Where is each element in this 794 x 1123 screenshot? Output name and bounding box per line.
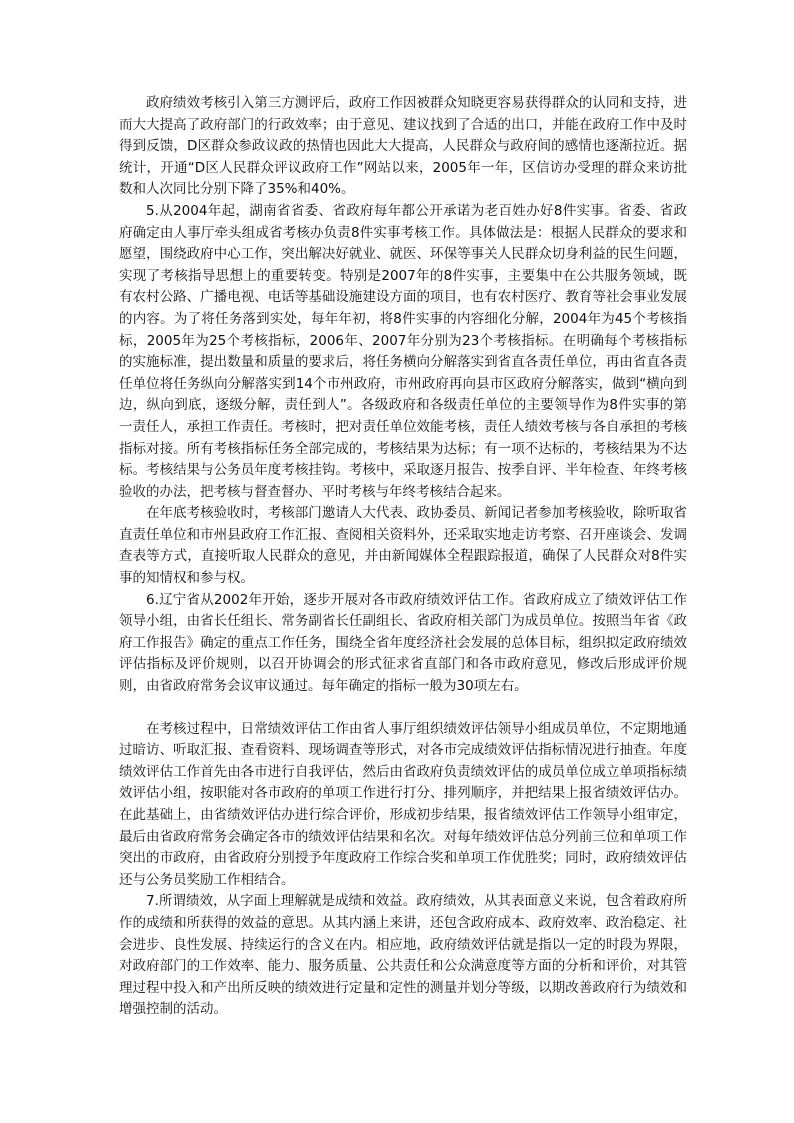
paragraph-assessment-process: 在考核过程中，日常绩效评估工作由省人事厅组织绩效评估领导小组成员单位，不定期地通过暗访、听取汇报、查看资料、现场调查等形式，对各市完成绩效评估指标情况进行抽查。年度绩效评估工作首先由各市进行自我评估，然后由省政府负责绩效评估的成员单位成立单项指标绩效评估小组，按职能对各市政府的单项工作进行打分、排列顺序，并把结果上报省绩效评估办。在此基础上，由省绩效评估办进行综合评价，形成初步结果，报省绩效评估工作领导小组审定，最后由省政府常务会确定各市的绩效评估结果和名次。对每年绩效评估总分列前三位和单项工作突出的市政府，由省政府分别授予年度政府工作综合奖和单项工作优胜奖；同时，政府绩效评估还与公务员奖励工作相结合。 bbox=[119, 720, 687, 888]
paragraph-performance-definition: 7.所谓绩效，从字面上理解就是成绩和效益。政府绩效，从其表面意义来说，包含着政府所作的成绩和所获得的效益的意思。从其内涵上来讲，还包含政府成本、政府效率、政治稳定、社会进步、良性发展、持续运行的含义在内。相应地，政府绩效评估就是指以一定的时段为界限，对政府部门的工作效率、能力、服务质量、公共责任和公众满意度等方面的分析和评价，对其管理过程中投入和产出所反映的绩效进行定量和定性的测量并划分等级，以期改善政府行为绩效和增强控制的活动。 bbox=[119, 893, 687, 1018]
document-page bbox=[119, 93, 687, 1021]
paragraph-third-party-evaluation: 政府绩效考核引入第三方测评后，政府工作因被群众知晓更容易获得群众的认同和支持，进而大大提高了政府部门的行政效率；由于意见、建议找到了合适的出口，并能在政府工作中及时得到反馈，D区群众参政议政的热情也因此大大提高，人民群众与政府间的感情也逐渐拉近。据统计，开通“D区人民群众评议政府工作”网站以来，2005年一年，区信访办受理的群众来访批数和人次同比分别下降了35%和40%。 bbox=[119, 95, 687, 198]
paragraph-liaoning-evaluation: 6.辽宁省从2002年开始，逐步开展对各市政府绩效评估工作。省政府成立了绩效评估工作领导小组，由省长任组长、常务副省长任副组长、省政府相关部门为成员单位。按照当年省《政府工作报告》确定的重点工作任务，围绕全省年度经济社会发展的总体目标，组织拟定政府绩效评估指标及评价规则，以召开协调会的形式征求省直部门和各市政府意见，修改后形成评价规则，由省政府常务会议审议通过。每年确定的指标一般为30项左右。 bbox=[119, 591, 687, 695]
paragraph-year-end-review: 在年底考核验收时，考核部门邀请人大代表、政协委员、新闻记者参加考核验收，除听取省直责任单位和市州县政府工作汇报、查阅相关资料外，还采取实地走访考察、召开座谈会、发调查表等方式，直接听取人民群众的意见，并由新闻媒体全程跟踪报道，确保了人民群众对8件实事的知情权和参与权。 bbox=[119, 505, 687, 587]
paragraph-hunan-eight-tasks: 5.从2004年起，湖南省省委、省政府每年都公开承诺为老百姓办好8件实事。省委、省政府确定由人事厅牵头组成省考核办负责8件实事考核工作。具体做法是：根据人民群众的要求和愿望，围绕政府中心工作，突出解决好就业、就医、环保等事关人民群众切身利益的民生问题，实现了考核指导思想上的重要转变。特别是2007年的8件实事，主要集中在公共服务领域，既有农村公路、广播电视、电话等基础设施建设方面的项目，也有农村医疗、教育等社会事业发展的内容。为了将任务落到实处，每年年初，将8件实事的内容细化分解，2004年为45个考核指标，2005年为25个考核指标，2006年、2007年分别为23个考核指标。在明确每个考核指标的实施标准，提出数量和质量的要求后，将任务横向分解落实到省直各责任单位，再由省直各责任单位将任务纵向分解落实到14个市州政府，市州政府再向县市区政府分解落实，做到“横向到边，纵向到底，逐级分解，责任到人”。各级政府和各级责任单位的主要领导作为8件实事的第一责任人，承担工作责任。考核时，把对责任单位效能考核，责任人绩效考核与各自承担的考核指标对接。所有考核指标任务全部完成的，考核结果为达标；有一项不达标的，考核结果为不达标。考核结果与公务员年度考核挂钩。考核中，采取逐月报告、按季自评、半年检查、年终考核验收的办法，把考核与督查督办、平时考核与年终考核结合起来。 bbox=[119, 202, 687, 500]
